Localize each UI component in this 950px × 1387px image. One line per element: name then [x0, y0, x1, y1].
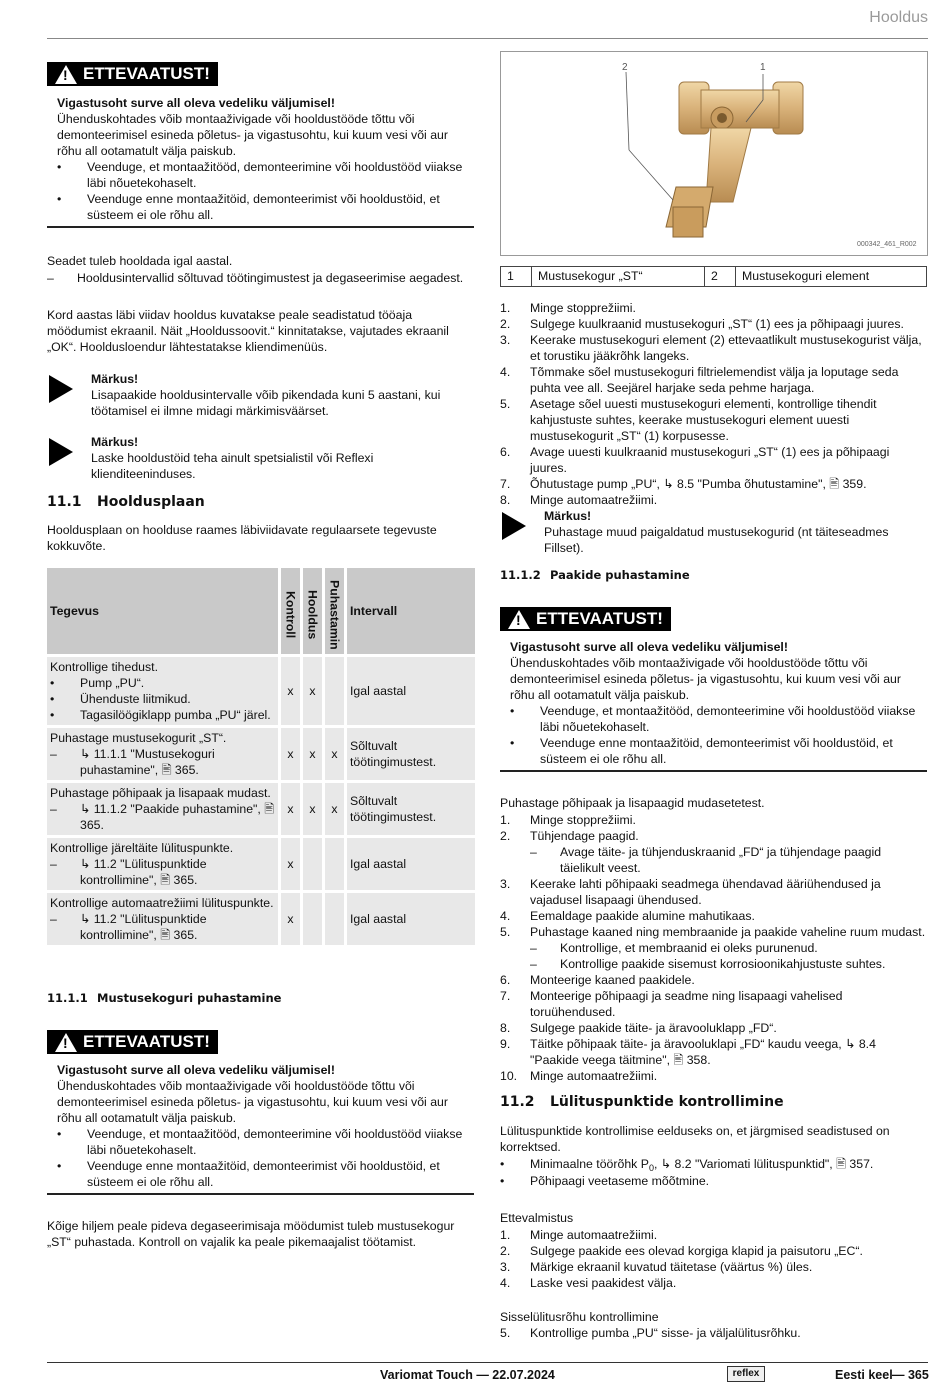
col-header-maintain: Hooldus — [303, 568, 322, 654]
note-arrow-icon — [49, 375, 73, 403]
figure-code: 000342_461_R002 — [857, 241, 917, 248]
steps-list-tanks: 1. Minge stopprežiimi. 2. Tühjendage paagid. – Avage täite- ja tühjenduskraanid „FD“ ja tühjendage paagid täielikult veest. 3. Keerake lahti põhipaaki seadmega ühendavad ääriühendused ja vajadusel lisapaagi ühendused. 4. Eemaldage paakide alumine mahutikaas. 5. Puhastage kaaned ning membraanide ja paakide vaheline ruum mudast. – Kontrollige, et membraanid ei oleks purunenud. – Kontrollige paakide sisemust korrosioonikahjustuste suhtes. 6. Monteerige kaaned paakidele. 7. Monteerige põhipaagi ja seadme ning lisapaagi vahelised toruühendused. 8. Sulgege paakide täite- ja äravooluklapp „FD“. 9. Täitke põhipaak täite- ja äravooluklapi „FD“ kaudu veega, ↳ 8.4 "Paakide veega täitmine", 🖹 358. 10. Minge automaatrežiimi. — [500, 813, 926, 1083]
header-rule — [47, 38, 928, 39]
col-header-inspect: Kontroll — [281, 568, 300, 654]
callout-1: 1 — [760, 62, 766, 73]
steps-list-preparation: 1. Minge automaatrežiimi. 2. Sulgege paakide ees olevad korgiga klapid ja paisutoru „EC“. 3. Märkige ekraanil kuvatud täitetase (väärtus %) üles. 4. Laske vesi paakidest välja. — [500, 1228, 863, 1290]
note-1: Märkus! Lisapaakide hooldusintervalle võib pikendada kuni 5 aastani, kui töötamisel ei ilmne midagi märkimisväärset. — [47, 371, 474, 419]
warning-block-2: ! ETTEVAATUST! Vigastusoht surve all oleva vedeliku väljumisel! Ühenduskohtades võib montaaživigade või hooldustööde tõttu või demonteerimisel esineda põletus- ja vigastusohtu, kui kuum vesi või aur rõhu all ootamatult välja paiskub. • Veenduge, et montaažitööd, demonteerimine või hooldustööd viiakse läbi nõuetekohaselt. • Veenduge enne montaažitöid, demonteerimist või hooldustöid, et süsteem ei ole rõhu all. — [47, 1030, 474, 1195]
paragraph: Kord aastas läbi viidav hooldus kuvatakse peale seadistatud tööaja möödumist ekraanil. Näit „Hooldussoovit.“ kinnitatakse, vajutades ekraanil „OK“. Hooldusloendur lähtestatakse kliendimenüüs. — [47, 308, 449, 354]
paragraph: Seadet tuleb hooldada igal aastal. — [47, 254, 233, 268]
section-heading-11-1: 11.1 Hooldusplaan — [47, 494, 205, 510]
warning-icon: ! — [508, 610, 530, 629]
warning-headline: Vigastusoht surve all oleva vedeliku väljumisel! — [57, 95, 335, 110]
footer-language: Eesti keel — [835, 1368, 893, 1382]
note-text: Puhastage muud paigaldatud mustusekogurid (nt täiteseadmes Fillset). — [544, 525, 889, 555]
note-arrow-icon — [49, 438, 73, 466]
warning-text: Ühenduskohtades võib montaaživigade või hooldustööde tõttu või demonteerimisel esineda põletus- ja vigastusohtu, kui kuum vesi või aur rõhu all ootamatult välja paiskub. — [510, 655, 901, 702]
warning-icon: ! — [55, 65, 77, 84]
table-row: Puhastage põhipaak ja lisapaak mudast. – ↳ 11.1.2 "Paakide puhastamine", 🖹 365. x x x Sõltuvalt töötingimustest. — [47, 783, 475, 835]
warning-badge: ! ETTEVAATUST! — [500, 607, 671, 631]
cross-reference-link[interactable]: ↳ 11.2 "Lülituspunktide kontrollimine", 🖹 365. — [80, 912, 207, 942]
warning-badge: ! ETTEVAATUST! — [47, 1030, 218, 1054]
page-number: — 365 — [892, 1368, 929, 1382]
cross-reference-link[interactable]: ↳ 11.1.1 "Mustusekoguri puhastamine", 🖹 365. — [80, 747, 215, 777]
warning-bullet: Veenduge enne montaažitöid, demonteerimist või hooldustöid, et süsteem ei ole rõhu all. — [87, 191, 440, 222]
note-2: Märkus! Laske hooldustöid teha ainult spetsialistil või Reflexi klienditeeninduses. — [47, 434, 474, 482]
col-header-clean: Puhastamin — [325, 568, 344, 654]
strainer-drawing — [501, 52, 927, 255]
callout-2: 2 — [622, 62, 628, 73]
note-arrow-icon — [502, 512, 526, 540]
reflex-logo: reflex — [727, 1366, 765, 1382]
warning-text: Ühenduskohtades võib montaaživigade või hooldustööde tõttu või demonteerimisel esineda põletus- ja vigastusohtu, kui kuum vesi või aur rõhu all ootamatult välja paiskub. — [57, 111, 448, 158]
warning-badge: ! ETTEVAATUST! — [47, 62, 218, 86]
strainer-figure — [500, 51, 928, 256]
note-text: Laske hooldustöid teha ainult spetsialistil või Reflexi klienditeeninduses. — [91, 451, 374, 481]
warning-block-3: ! ETTEVAATUST! Vigastusoht surve all oleva vedeliku väljumisel! Ühenduskohtades võib montaaživigade või hooldustööde tõttu või demonteerimisel esineda põletus- ja vigastusohtu, kui kuum vesi või aur rõhu all ootamatult välja paiskub. • Veenduge, et montaažitööd, demonteerimine või hooldustööd viiakse läbi nõuetekohaselt. • Veenduge enne montaažitöid, demonteerimist või hooldustöid, et süsteem ei ole rõhu all. — [500, 607, 927, 772]
table-row: Kontrollige tihedust. • Pump „PU“. • Ühenduste liitmikud. • Tagasilöögiklapp pumba „PU“ järel. x x Igal aastal — [47, 657, 475, 725]
warning-bullet: Veenduge, et montaažitööd, demonteerimine või hooldustööd viiakse läbi nõuetekohaselt. — [87, 159, 463, 190]
footer-doc: Variomat Touch — 22.07.2024 — [380, 1368, 555, 1382]
steps-list-strainer: 1. Minge stopprežiimi. 2. Sulgege kuulkraanid mustusekoguri „ST“ (1) ees ja põhipaagi juures. 3. Keerake mustusekoguri element (2) ettevaatlikult mustusekogurist välja, et torustiku jääkrõhk langeks. 4. Tõmmake sõel mustusekoguri filtrielemendist välja ja loputage seda puhta vee all. Seejärel harjake seda pehme harjaga. 5. Asetage sõel uuesti mustusekoguri elementi, kontrollige tihendit kahjustuste suhtes, keerake mustusekoguri element uuesti mustusekogurit „ST“ (1) korpusesse. 6. Avage uuesti kuulkraanid mustusekoguri „ST“ (1) ees ja põhipaagi juures. 7. Õhutustage pump „PU“, ↳ 8.5 "Pumba õhutustamine", 🖹 359. 8. Minge automaatrežiimi. — [500, 301, 922, 507]
note-3: Märkus! Puhastage muud paigaldatud mustusekogurid (nt täiteseadmes Fillset). — [500, 508, 927, 556]
section-heading-11-2: 11.2 Lülituspunktide kontrollimine — [500, 1094, 784, 1110]
paragraph: Kõige hiljem peale pideva degaseerimisaja möödumist tuleb mustusekogur „ST“ puhastada. Kontroll on vajalik ka peale pikemaajalist töötamist. — [47, 1219, 455, 1249]
warning-headline: Vigastusoht surve all oleva vedeliku väljumisel! — [510, 639, 788, 654]
col-header-interval: Intervall — [347, 568, 475, 654]
cross-reference-link[interactable]: ↳ 11.1.2 "Paakide puhastamine", 🖹 365. — [80, 802, 275, 832]
warning-icon: ! — [55, 1033, 77, 1052]
page-header: Hooldus — [869, 9, 928, 26]
paragraph: Ettevalmistus — [500, 1211, 574, 1225]
warning-block-1: ! ETTEVAATUST! Vigastusoht surve all oleva vedeliku väljumisel! Ühenduskohtades võib montaaživigade või hooldustööde tõttu või demonteerimisel esineda põletus- ja vigastusohtu, kui kuum vesi või aur rõhu all ootamatult välja paiskub. • Veenduge, et montaažitööd, demonteerimine või hooldustööd viiakse läbi nõuetekohaselt. • Veenduge enne montaažitöid, demonteerimist või hooldustöid, et süsteem ei ole rõhu all. — [47, 62, 474, 228]
cross-reference-link[interactable]: ↳ 11.2 "Lülituspunktide kontrollimine", 🖹 365. — [80, 857, 207, 887]
section-heading-11-1-1: 11.1.1 Mustusekoguri puhastamine — [47, 991, 282, 1005]
section-heading-11-1-2: 11.1.2 Paakide puhastamine — [500, 568, 690, 582]
col-header-activity: Tegevus — [47, 568, 278, 654]
table-row: Puhastage mustusekogurit „ST“. – ↳ 11.1.1 "Mustusekoguri puhastamine", 🖹 365. x x x Sõltuvalt töötingimustest. — [47, 728, 475, 780]
right-warning-area — [500, 607, 927, 772]
note-text: Lisapaakide hooldusintervalle võib pikendada kuni 5 aastani, kui töötamisel ei ilmne midagi märkimisväärset. — [91, 388, 441, 418]
warning-text: Ühenduskohtades võib montaaživigade või hooldustööde tõttu või demonteerimisel esineda põletus- ja vigastusohtu, kui kuum vesi või aur rõhu all ootamatult välja paiskub. — [57, 1078, 448, 1125]
footer-rule — [47, 1362, 928, 1363]
maintenance-table — [44, 565, 478, 948]
dash-item: Hooldusintervallid sõltuvad töötingimustest ja degaseerimise aegadest. — [77, 271, 464, 285]
left-column-lower — [47, 1030, 474, 1195]
paragraph: Puhastage põhipaak ja lisapaagid mudasetetest. — [500, 796, 765, 810]
prerequisites-list: • Minimaalne töörõhk $P_0$, ↳ 8.2 "Variomati lülituspunktid", 🖹 357. • Põhipaagi veetaseme mõõtmine. — [500, 1157, 874, 1188]
paragraph: Hooldusplaan on hoolduse raames läbiviidavate regulaarsete tegevuste kokkuvõte. — [47, 523, 437, 553]
warning-headline: Vigastusoht surve all oleva vedeliku väljumisel! — [57, 1062, 335, 1077]
figure-legend: 1 Mustusekogur „ST“ 2 Mustusekoguri element — [500, 266, 927, 287]
paragraph: Lülituspunktide kontrollimise eelduseks on, et järgmised seadistused on korrektsed. — [500, 1124, 890, 1154]
paragraph: Sisselülitusrõhu kontrollimine — [500, 1310, 659, 1324]
table-row: Kontrollige automaatrežiimi lülituspunkte. – ↳ 11.2 "Lülituspunktide kontrollimine", 🖹 365. x Igal aastal — [47, 893, 475, 945]
left-column — [47, 62, 474, 228]
table-row: Kontrollige järeltäite lülituspunkte. – ↳ 11.2 "Lülituspunktide kontrollimine", 🖹 365. x Igal aastal — [47, 838, 475, 890]
